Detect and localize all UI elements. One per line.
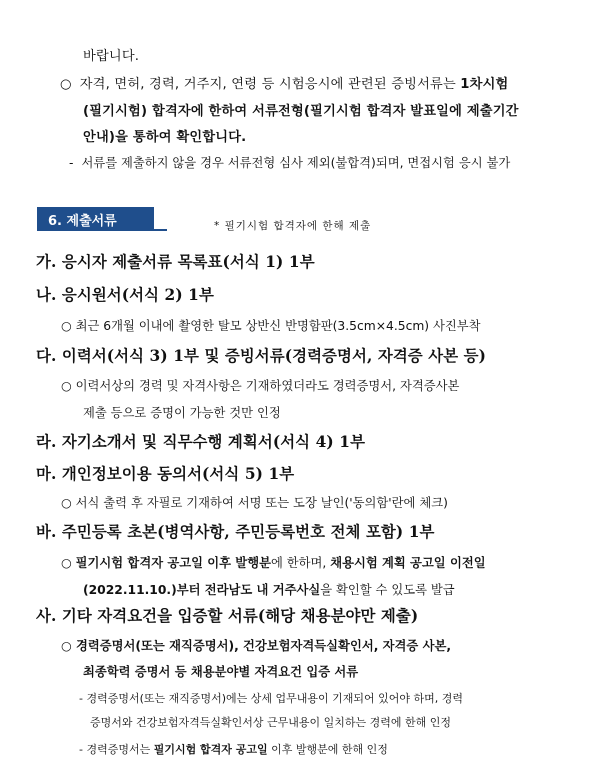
item-sub-ma: ○ 서식 출력 후 자필로 기재하여 서명 또는 도장 날인('동의함'란에 체크) — [61, 496, 448, 510]
item-heading-na: 나. 응시원서(서식 2) 1부 — [36, 286, 214, 304]
item-sub-ba: ○ 필기시험 합격자 공고일 이후 발행분에 한하며, 채용시험 계획 공고일 이전일 — [61, 556, 486, 570]
intro-bullet-line-1: ○ 자격, 면허, 경력, 거주지, 연령 등 시험응시에 관련된 증빙서류는 1차시험 — [60, 77, 509, 92]
item-dash1-sa: - 경력증명서(또는 재직증명서)에는 상세 업무내용이 기재되어 있어야 하며, 경력 — [79, 692, 464, 705]
item-sub-da: ○ 이력서상의 경력 및 자격사항은 기재하였더라도 경력증명서, 자격증사본 — [61, 379, 460, 393]
intro-continued-line: 바랍니다. — [83, 49, 140, 64]
circle-bullet-icon: ○ — [60, 77, 72, 92]
item-heading-ga: 가. 응시자 제출서류 목록표(서식 1) 1부 — [36, 253, 315, 271]
section-badge: 6. 제출서류 — [37, 207, 154, 231]
section-badge-underline — [37, 229, 167, 231]
item-sub2-ba: (2022.11.10.)부터 전라남도 내 거주사실을 확인할 수 있도록 발급 — [83, 583, 455, 597]
dash-bullet-icon: - — [69, 156, 74, 170]
item-heading-ba: 바. 주민등록 초본(병역사항, 주민등록번호 전체 포함) 1부 — [36, 523, 435, 541]
item-dash1b-sa: 증명서와 건강보험자격득실확인서상 근무내용이 일치하는 경력에 한해 인정 — [90, 716, 452, 729]
section-note: * 필기시험 합격자에 한해 제출 — [214, 220, 372, 232]
item-heading-sa: 사. 기타 자격요건을 입증할 서류(해당 채용분야만 제출) — [36, 607, 419, 625]
intro-dash-line: - 서류를 제출하지 않을 경우 서류전형 심사 제외(불합격)되며, 면접시험 응시 불가 — [69, 156, 511, 170]
item-heading-ra: 라. 자기소개서 및 직무수행 계획서(서식 4) 1부 — [36, 433, 366, 451]
item-dash2-sa: - 경력증명서는 필기시험 합격자 공고일 이후 발행분에 한해 인정 — [79, 743, 388, 756]
item-heading-ma: 마. 개인정보이용 동의서(서식 5) 1부 — [36, 465, 295, 483]
item-sub-sa: ○ 경력증명서(또는 재직증명서), 건강보험자격득실확인서, 자격증 사본, — [61, 639, 451, 653]
item-heading-da: 다. 이력서(서식 3) 1부 및 증빙서류(경력증명서, 자격증 사본 등) — [36, 347, 486, 365]
item-sub2-da: 제출 등으로 증명이 가능한 것만 인정 — [83, 406, 281, 420]
item-sub-na: ○ 최근 6개월 이내에 촬영한 탈모 상반신 반명함판(3.5cm×4.5cm) 사진부착 — [61, 319, 481, 333]
intro-bullet-line-3: 안내)을 통하여 확인합니다. — [83, 130, 247, 145]
item-sub2-sa: 최종학력 증명서 등 채용분야별 자격요건 입증 서류 — [83, 665, 359, 679]
intro-bullet-line-2: (필기시험) 합격자에 한하여 서류전형(필기시험 합격자 발표일에 제출기간 — [83, 104, 519, 119]
